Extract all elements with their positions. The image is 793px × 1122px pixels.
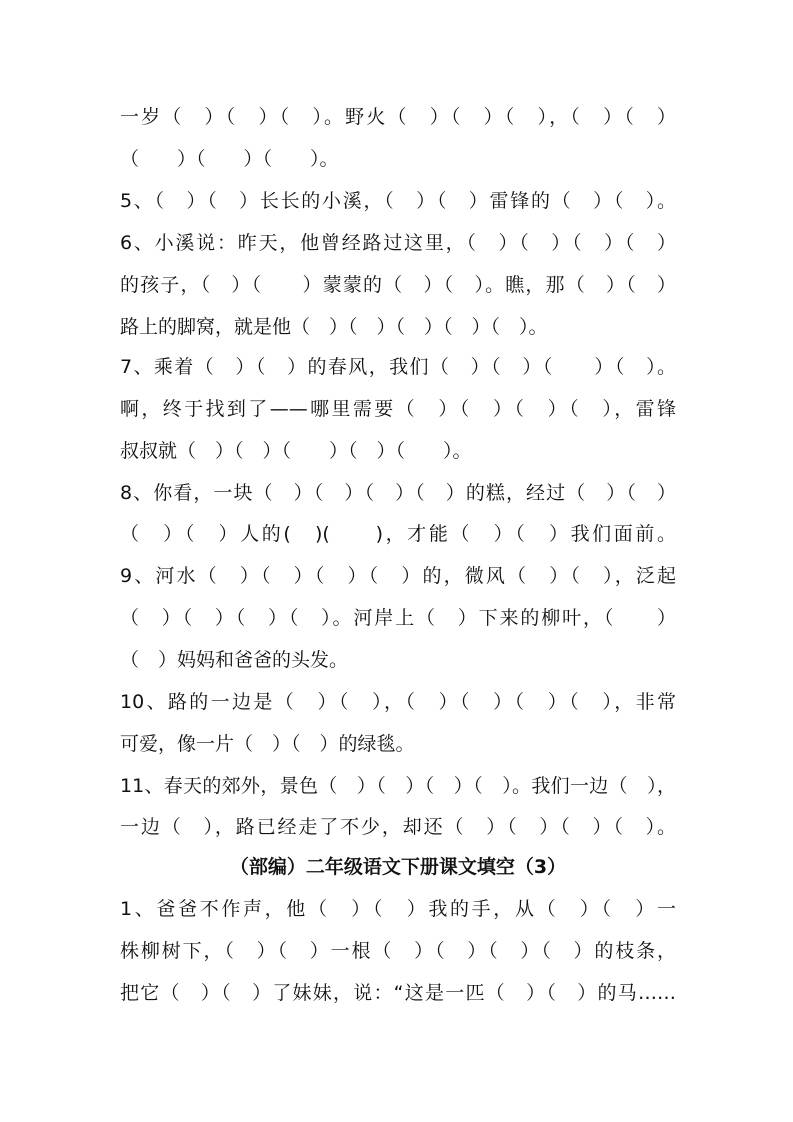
section-line-3: 把它（ ）（ ）了妹妹，说：“这是一匹（ ）（ ）的马…… — [120, 982, 676, 1004]
text-line-8: 啊，终于找到了——哪里需要（ ）（ ）（ ）（ ），雷锋 — [120, 398, 676, 420]
text-line-10: 8、你看，一块（ ）（ ）（ ）（ ）的糕，经过（ ）（ ） — [120, 482, 676, 504]
text-line-18: 一边（ ），路已经走了不少，却还（ ）（ ）（ ）（ ）。 — [120, 816, 676, 838]
text-line-17: 11、春天的郊外，景色（ ）（ ）（ ）（ ）。我们一边（ ）， — [120, 775, 676, 797]
text-line-9: 叔叔就（ ）（ ）（ ）（ ）（ ）。 — [120, 440, 472, 462]
section-line-1: 1、爸爸不作声，他（ ）（ ）我的手，从（ ）（ ）一 — [120, 898, 676, 920]
text-line-2: （ ）（ ）（ ）。 — [120, 148, 339, 170]
section-title: （部编）二年级语文下册课文填空（3） — [229, 856, 567, 878]
text-line-5: 的孩子，（ ）（ ）蒙蒙的（ ）（ ）。瞧，那（ ）（ ） — [120, 274, 676, 296]
text-line-1: 一岁（ ）（ ）（ ）。野火（ ）（ ）（ ），（ ）（ ） — [120, 106, 676, 128]
text-line-4: 6、小溪说：昨天，他曾经路过这里，（ ）（ ）（ ）（ ） — [120, 232, 676, 254]
text-line-7: 7、乘着（ ）（ ）的春风，我们（ ）（ ）（ ）（ ）。 — [120, 356, 676, 378]
text-line-6: 路上的脚窝，就是他（ ）（ ）（ ）（ ）（ ）。 — [120, 316, 548, 338]
text-line-12: 9、河水（ ）（ ）（ ）（ ）的，微风（ ）（ ），泛起 — [120, 565, 676, 587]
text-line-3: 5、（ ）（ ）长长的小溪，（ ）（ ）雷锋的（ ）（ ）。 — [120, 190, 676, 212]
text-line-14: （ ）妈妈和爸爸的头发。 — [120, 649, 349, 671]
text-line-11: （ ）（ ）人的( )( )，才能（ ）（ ）我们面前。 — [120, 523, 676, 545]
section-line-2: 株柳树下，（ ）（ ）一根（ ）（ ）（ ）（ ）的枝条， — [120, 940, 676, 962]
text-line-16: 可爱，像一片（ ）（ ）的绿毯。 — [120, 733, 415, 755]
text-line-13: （ ）（ ）（ ）（ ）。河岸上（ ）下来的柳叶，（ ） — [120, 607, 676, 629]
text-line-15: 10、路的一边是（ ）（ ），（ ）（ ）（ ）（ ），非常 — [120, 691, 676, 713]
